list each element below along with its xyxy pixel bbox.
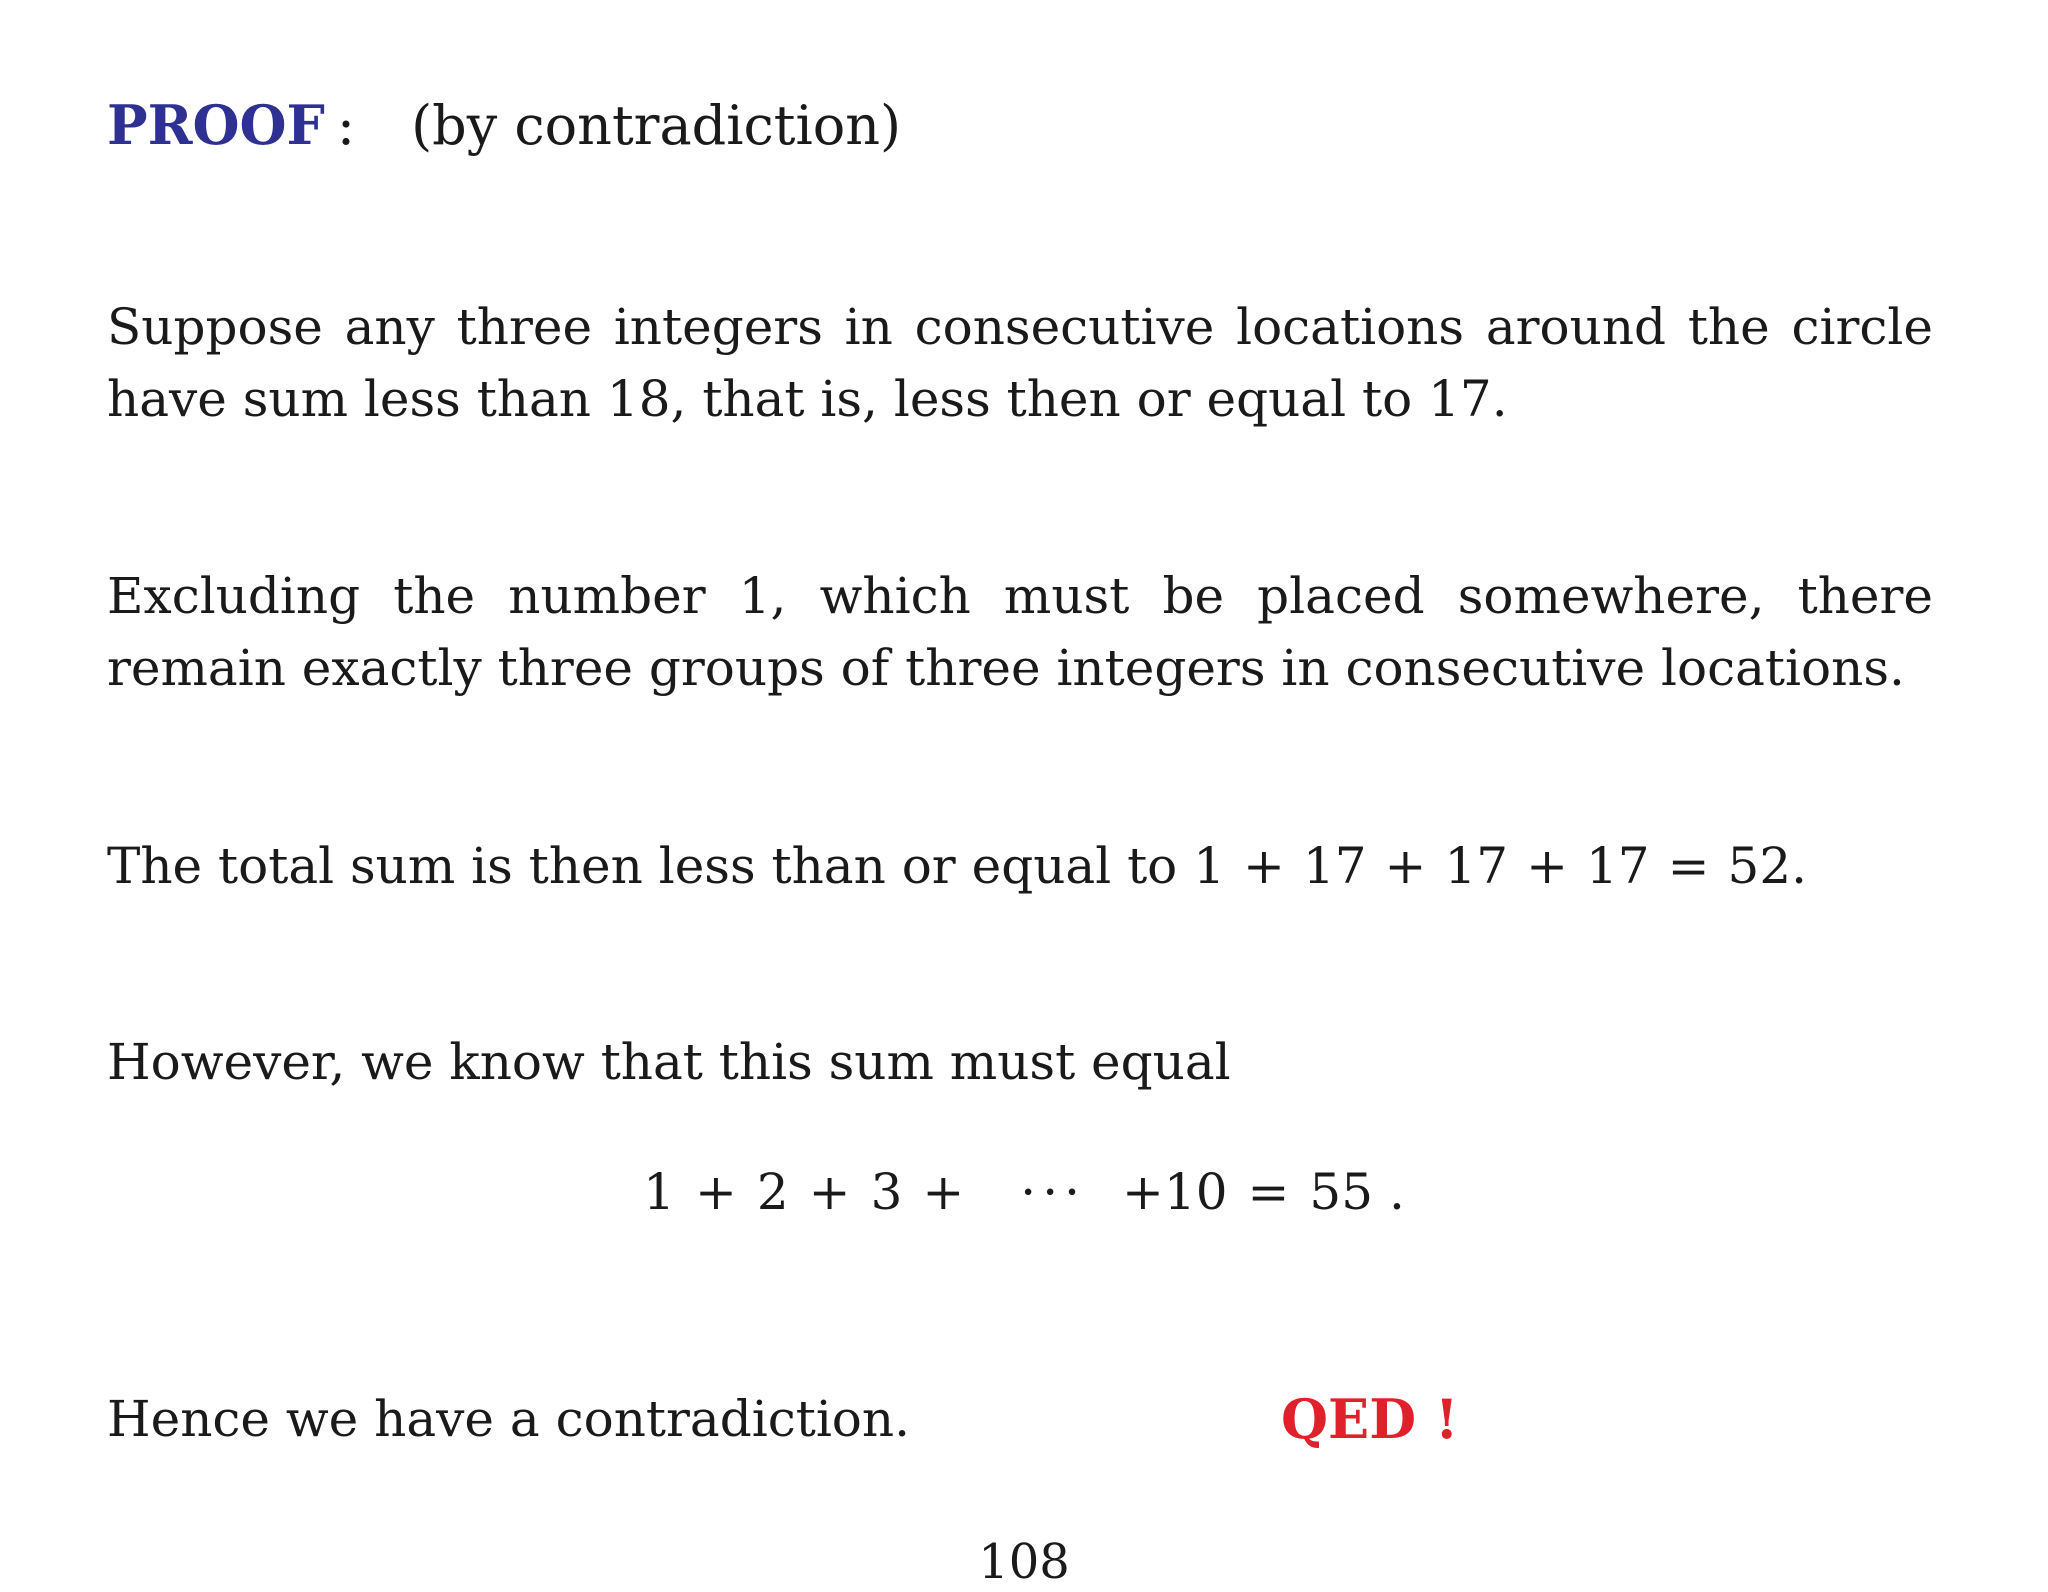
proof-label: PROOF (107, 93, 325, 157)
page-number: 108 (978, 1534, 1070, 1590)
equation-term: 2 (756, 1163, 789, 1221)
paragraph-groups: Excluding the number 1, which must be placed somewhere, there remain exactly three groups of three integers in consecutive locations. (107, 567, 1933, 697)
paragraph-assumption: Suppose any three integers in consecutive locations around the circle have sum less than 18, that is, less then or equal to 17. (107, 298, 1933, 428)
total-sum-text: The total sum is then less than or equal to (107, 837, 1178, 895)
ellipsis-dots: ··· (1020, 1163, 1086, 1221)
total-sum-math (1193, 837, 1807, 895)
sum-term: 17 (1302, 837, 1367, 895)
plus-sign: + (1243, 837, 1285, 895)
proof-method: (by contradiction) (411, 94, 902, 157)
equation-term: 3 (870, 1163, 903, 1221)
plus-sign: + (808, 1163, 851, 1221)
display-equation (0, 1156, 2048, 1228)
plus-sign: + (922, 1163, 965, 1221)
plus-sign: + (1384, 837, 1427, 895)
plus-sign: + (694, 1163, 737, 1221)
proof-colon: : (336, 94, 356, 157)
equation-last-term: +10 (1121, 1163, 1228, 1221)
equation-term: 1 (643, 1163, 675, 1221)
paragraph-total-sum (107, 830, 1933, 902)
sum-term: 17 (1444, 837, 1509, 895)
proof-heading (107, 93, 902, 157)
equals-sign: = (1247, 1163, 1290, 1221)
sum-result: 52. (1727, 837, 1808, 895)
equation-result: 55 . (1309, 1163, 1405, 1221)
sum-term: 1 (1193, 837, 1226, 895)
qed-mark: QED ! (1281, 1387, 1459, 1451)
sum-term: 17 (1585, 837, 1650, 895)
plus-sign: + (1526, 837, 1568, 895)
conclusion-text: Hence we have a contradiction. (107, 1390, 911, 1448)
equals-sign: = (1667, 837, 1710, 895)
paragraph-however: However, we know that this sum must equal (107, 1033, 1231, 1091)
